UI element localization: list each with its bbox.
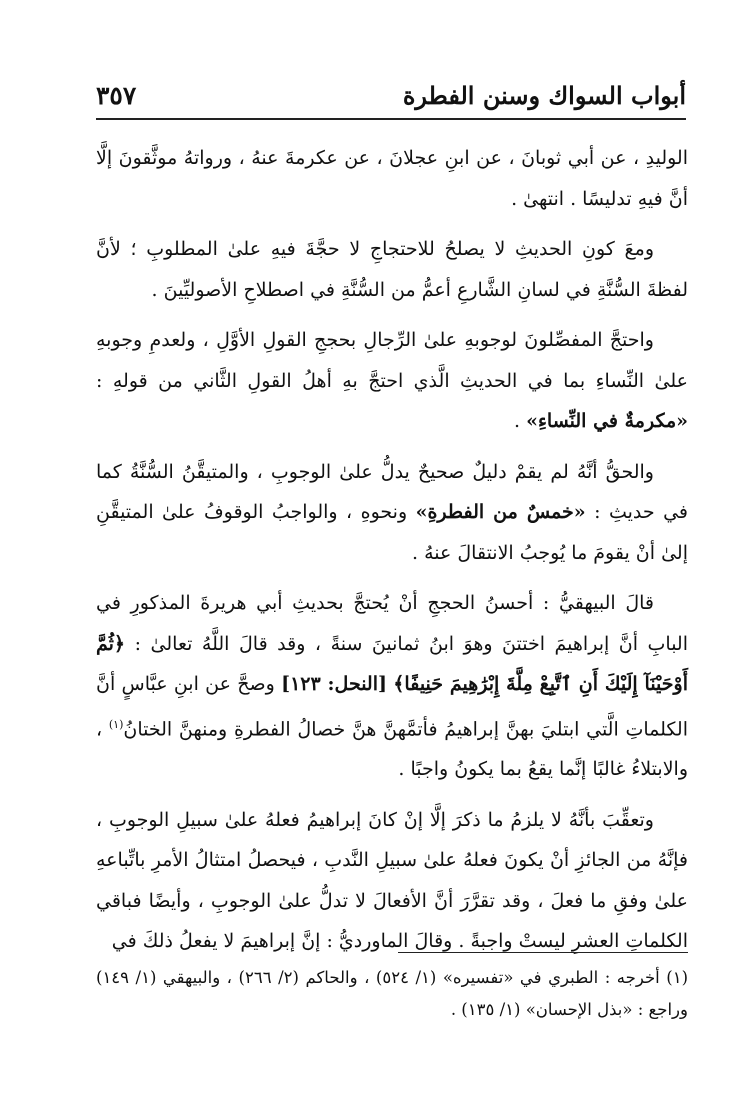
footnote-reference[interactable]: (١) — [108, 717, 124, 731]
paragraph-text: واحتجَّ المفصِّلونَ لوجوبهِ علىٰ الرِّجالِ بحججِ القولِ الأوَّلِ ، ولعدمِ وجوبهِ علىٰ النِّساءِ بما في الحديثِ الَّذي احتجَّ بهِ أهلُ القولِ الثَّاني من قولهِ : — [96, 329, 688, 392]
paragraph-2 — [96, 229, 688, 310]
main-text — [96, 138, 688, 972]
footnote-text: أخرجه : الطبري في «تفسيره» (١/ ٥٢٤) ، والحاكم (٢/ ٢٦٦) ، والبيهقي (١/ ١٤٩) وراجع : «بذل الإحسان» (١/ ١٣٥) . — [96, 968, 688, 1019]
paragraph-6 — [96, 800, 688, 962]
paragraph-text: قالَ البيهقيُّ : أحسنُ الحججِ أنْ يُحتجَّ بحديثِ أبي هريرةَ المذكورِ في البابِ أنَّ إبراهيمَ اختتنَ وهوَ ابنُ ثمانينَ سنةً ، وقد قالَ اللَّهُ تعالىٰ : — [96, 592, 689, 655]
paragraph-3 — [96, 320, 688, 442]
paragraph-text: الوليدِ ، عن أبي ثوبانَ ، عن ابنِ عجلانَ ، عن عكرمةَ عنهُ ، ورواتهُ موثَّقونَ إلَّا أنَّ فيهِ تدليسًا . انتهىٰ . — [96, 147, 688, 210]
hadith-quote: «مكرمةٌ في النِّساءِ» — [526, 410, 688, 432]
page-header — [96, 74, 686, 114]
paragraph-text-middle: وصحَّ عن ابنِ عبَّاسٍ أنَّ الكلماتِ الَّتي ابتليَ بهنَّ إبراهيمُ فأتمَّهنَّ هنَّ خصالُ الفطرةِ ومنهنَّ الختانُ — [96, 673, 688, 740]
paragraph-5 — [96, 583, 688, 790]
paragraph-4 — [96, 452, 688, 574]
footnote-number: (١) — [666, 968, 688, 987]
verse-citation: [النحل: ١٢٣] — [281, 673, 387, 695]
page-number: ٣٥٧ — [96, 81, 137, 110]
paragraph-text-end: . — [514, 410, 527, 432]
header-divider — [96, 118, 686, 120]
paragraph-text-end: ونحوهِ ، والواجبُ الوقوفُ علىٰ المتيقَّنِ إلىٰ أنْ يقومَ ما يُوجبُ الانتقالَ عنهُ . — [96, 501, 688, 564]
quran-verse: ﴿ثُمَّ أَوْحَيْنَآ إِلَيْكَ أَنِ ٱتَّبِعْ مِلَّةَ إِبْرَٰهِيمَ حَنِيفًا﴾ — [96, 632, 688, 695]
paragraph-text: والحقُّ أنَّهُ لم يقمْ دليلٌ صحيحٌ يدلُّ علىٰ الوجوبِ ، والمتيقَّنُ السُّنَّةُ كما في حديثِ : — [96, 460, 688, 523]
paragraph-text: وتعقِّبَ بأنَّهُ لا يلزمُ ما ذكرَ إلَّا إنْ كانَ إبراهيمُ فعلهُ علىٰ سبيلِ الوجوبِ ، فإنَّهُ من الجائزِ أنْ يكونَ فعلهُ علىٰ سبيلِ النَّدبِ ، فيحصلُ امتثالُ الأمرِ باتِّباعهِ علىٰ وفقِ ما فعلَ ، وقد تقرَّرَ أنَّ الأفعالَ لا تدلُّ علىٰ الوجوبِ ، وأيضًا فباقي الكلماتِ العشرِ ليستْ واجبةً . وقالَ الماورديُّ : إنَّ إبراهيمَ لا يفعلُ ذلكَ في — [96, 808, 688, 953]
paragraph-text: ومعَ كونِ الحديثِ لا يصلحُ للاحتجاجِ لا حجَّةَ فيهِ علىٰ المطلوبِ ؛ لأنَّ لفظةَ السُّنَّةِ في لسانِ الشَّارعِ أعمُّ من السُّنَّةِ في اصطلاحِ الأصوليِّينَ . — [96, 238, 688, 301]
hadith-quote: «خمسٌ من الفطرةِ» — [415, 501, 586, 523]
paragraph-text-end: ، والابتلاءُ غالبًا إنَّما يقعُ بما يكونُ واجبًا . — [96, 717, 688, 781]
running-title: أبواب السواك وسنن الفطرة — [402, 81, 686, 110]
footnote-divider — [398, 952, 688, 953]
paragraph-1 — [96, 138, 688, 219]
footnote — [96, 962, 688, 1026]
